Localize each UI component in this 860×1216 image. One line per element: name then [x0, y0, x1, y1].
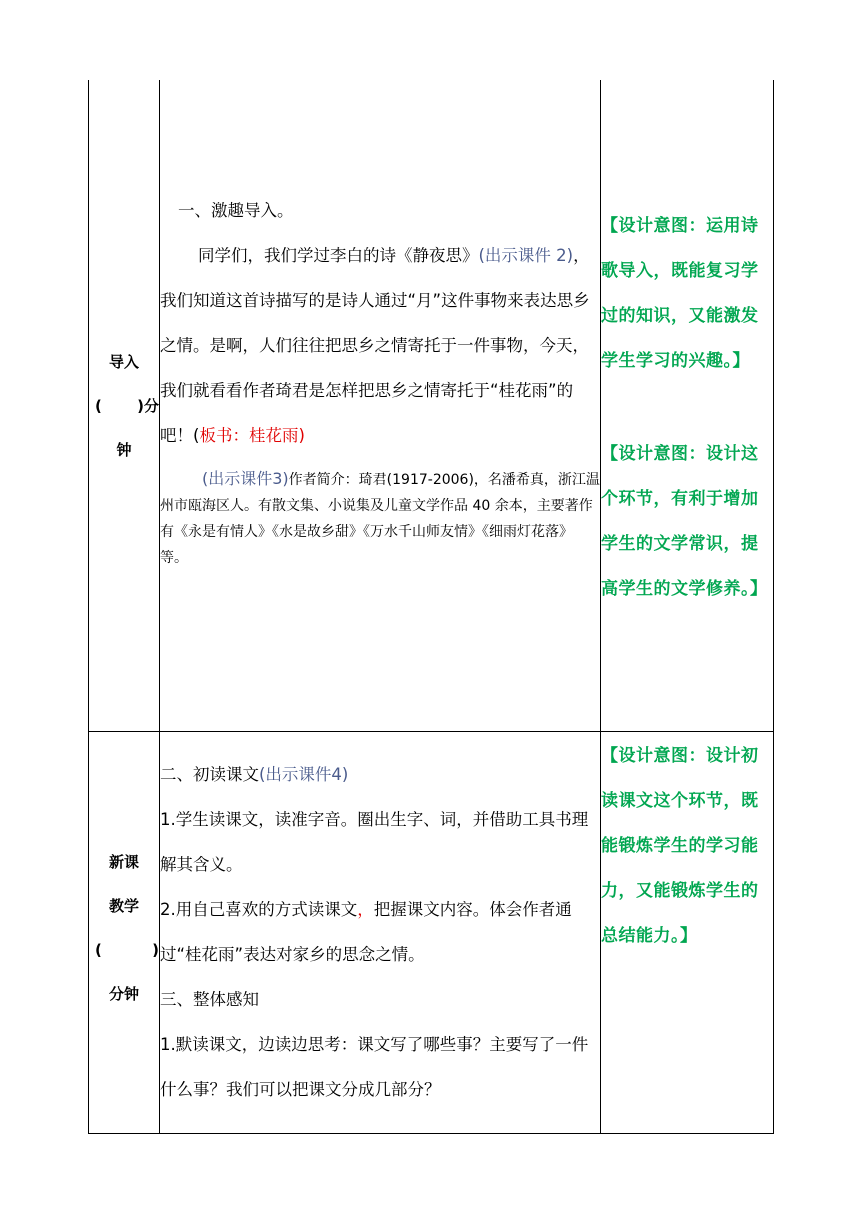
label-line: 新课 — [108, 853, 139, 871]
label-line: 导入 — [108, 353, 139, 371]
list-item: 2.用自己喜欢的方式读课文，把握课文内容。体会作者通过“桂花雨”表达对家乡的思念之情。 — [160, 900, 572, 964]
row2-label — [89, 840, 159, 1016]
row1-label — [89, 340, 159, 472]
section-heading: 一、激趣导入。 — [178, 201, 294, 220]
section-heading: 二、初读课文(出示课件4) — [160, 765, 349, 784]
design-note: 【设计意图：运用诗歌导入，既能复习学过的知识，又能激发学生学习的兴趣。】 — [601, 216, 759, 371]
row-divider — [89, 731, 773, 732]
design-note: 【设计意图：设计初读课文这个环节，既能锻炼学生的学习能力，又能锻炼学生的总结能力。】 — [601, 746, 759, 946]
list-item: 1.默读课文，边读边思考：课文写了哪些事？主要写了一件什么事？我们可以把课文分成几部分？ — [160, 1035, 589, 1099]
label-line: ( )分 — [95, 397, 159, 415]
row2-content — [160, 752, 600, 1112]
author-paragraph: (出示课件3)作者简介：琦君(1917-2006)，名潘希真，浙江温州市瓯海区人。有散文集、小说集及儿童文学作品 40 余本，主要著作有《永是有情人》《水是故乡甜》《万水千山师友情》《细雨灯花落》等。 — [160, 469, 600, 566]
row1-notes — [601, 204, 773, 612]
list-item: 1.学生读课文，读准字音。圈出生字、词，并借助工具书理解其含义。 — [160, 810, 589, 874]
row2-notes — [601, 734, 773, 959]
design-note: 【设计意图：设计这个环节，有利于增加学生的文学常识，提高学生的文学修养。】 — [601, 444, 768, 599]
lesson-plan-table — [88, 80, 774, 1134]
label-line: 教学 — [108, 897, 139, 915]
section-heading: 三、整体感知 — [160, 990, 259, 1009]
row1-content — [160, 188, 600, 571]
intro-paragraph: 同学们，我们学过李白的诗《静夜思》(出示课件 2)，我们知道这首诗描写的是诗人通过“月”这件事物来表达思乡之情。是啊，人们往往把思乡之情寄托于一件事物，今天，我们就看看作者琦君是怎样把思乡之情寄托于“桂花雨”的吧！(板书：桂花雨) — [160, 246, 590, 445]
label-line: ( ) — [95, 941, 159, 959]
label-line: 钟 — [116, 441, 132, 459]
label-line: 分钟 — [108, 985, 139, 1003]
